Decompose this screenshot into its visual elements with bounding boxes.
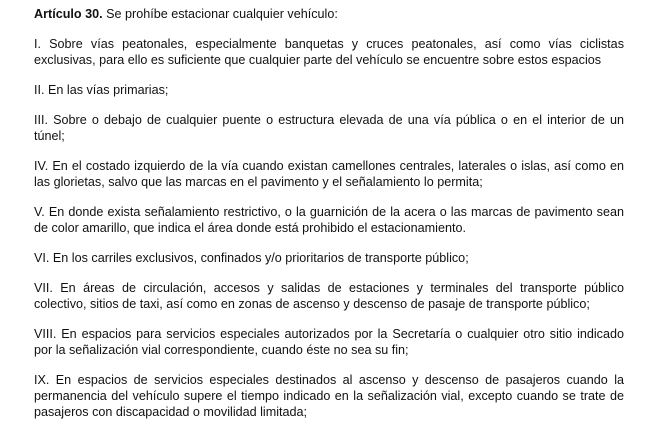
clause-vii: VII. En áreas de circulación, accesos y salidas de estaciones y terminales del transporte público colectivo, sitios de taxi, así como en zonas de ascenso y descenso de pasaje de transporte público; [34,281,624,311]
article-number: Artículo 30. [34,7,103,21]
clause-iii: III. Sobre o debajo de cualquier puente o estructura elevada de una vía pública o en el interior de un túnel; [34,113,624,143]
clause-iv: IV. En el costado izquierdo de la vía cuando existan camellones centrales, laterales o islas, así como en las glorietas, salvo que las marcas en el pavimento y el señalamiento lo permita; [34,159,624,189]
clause-ii: II. En las vías primarias; [34,83,169,97]
article-intro: Se prohíbe estacionar cualquier vehículo: [106,7,338,21]
clause-v: V. En donde exista señalamiento restrictivo, o la guarnición de la acera o las marcas de pavimento sean de color amarillo, que indica el área donde está prohibido el estacionamiento. [34,205,624,235]
clause-ix: IX. En espacios de servicios especiales destinados al ascenso y descenso de pasajeros cuando la permanencia del vehículo supere el tiempo indicado en la señalización vial, excepto cuando se trate de pasajeros con discapacidad o movilidad limitada; [34,373,624,419]
article-heading [34,6,624,22]
clause-i: I. Sobre vías peatonales, especialmente banquetas y cruces peatonales, así como vías ciclistas exclusivas, para ello es suficiente que cualquier parte del vehículo se encuentre sobre estos espacios [34,37,624,67]
clause-viii: VIII. En espacios para servicios especiales autorizados por la Secretaría o cualquier otro sitio indicado por la señalización vial correspondiente, cuando éste no sea su fin; [34,327,624,357]
clause-vi: VI. En los carriles exclusivos, confinados y/o prioritarios de transporte público; [34,251,469,265]
document-body [34,6,624,434]
